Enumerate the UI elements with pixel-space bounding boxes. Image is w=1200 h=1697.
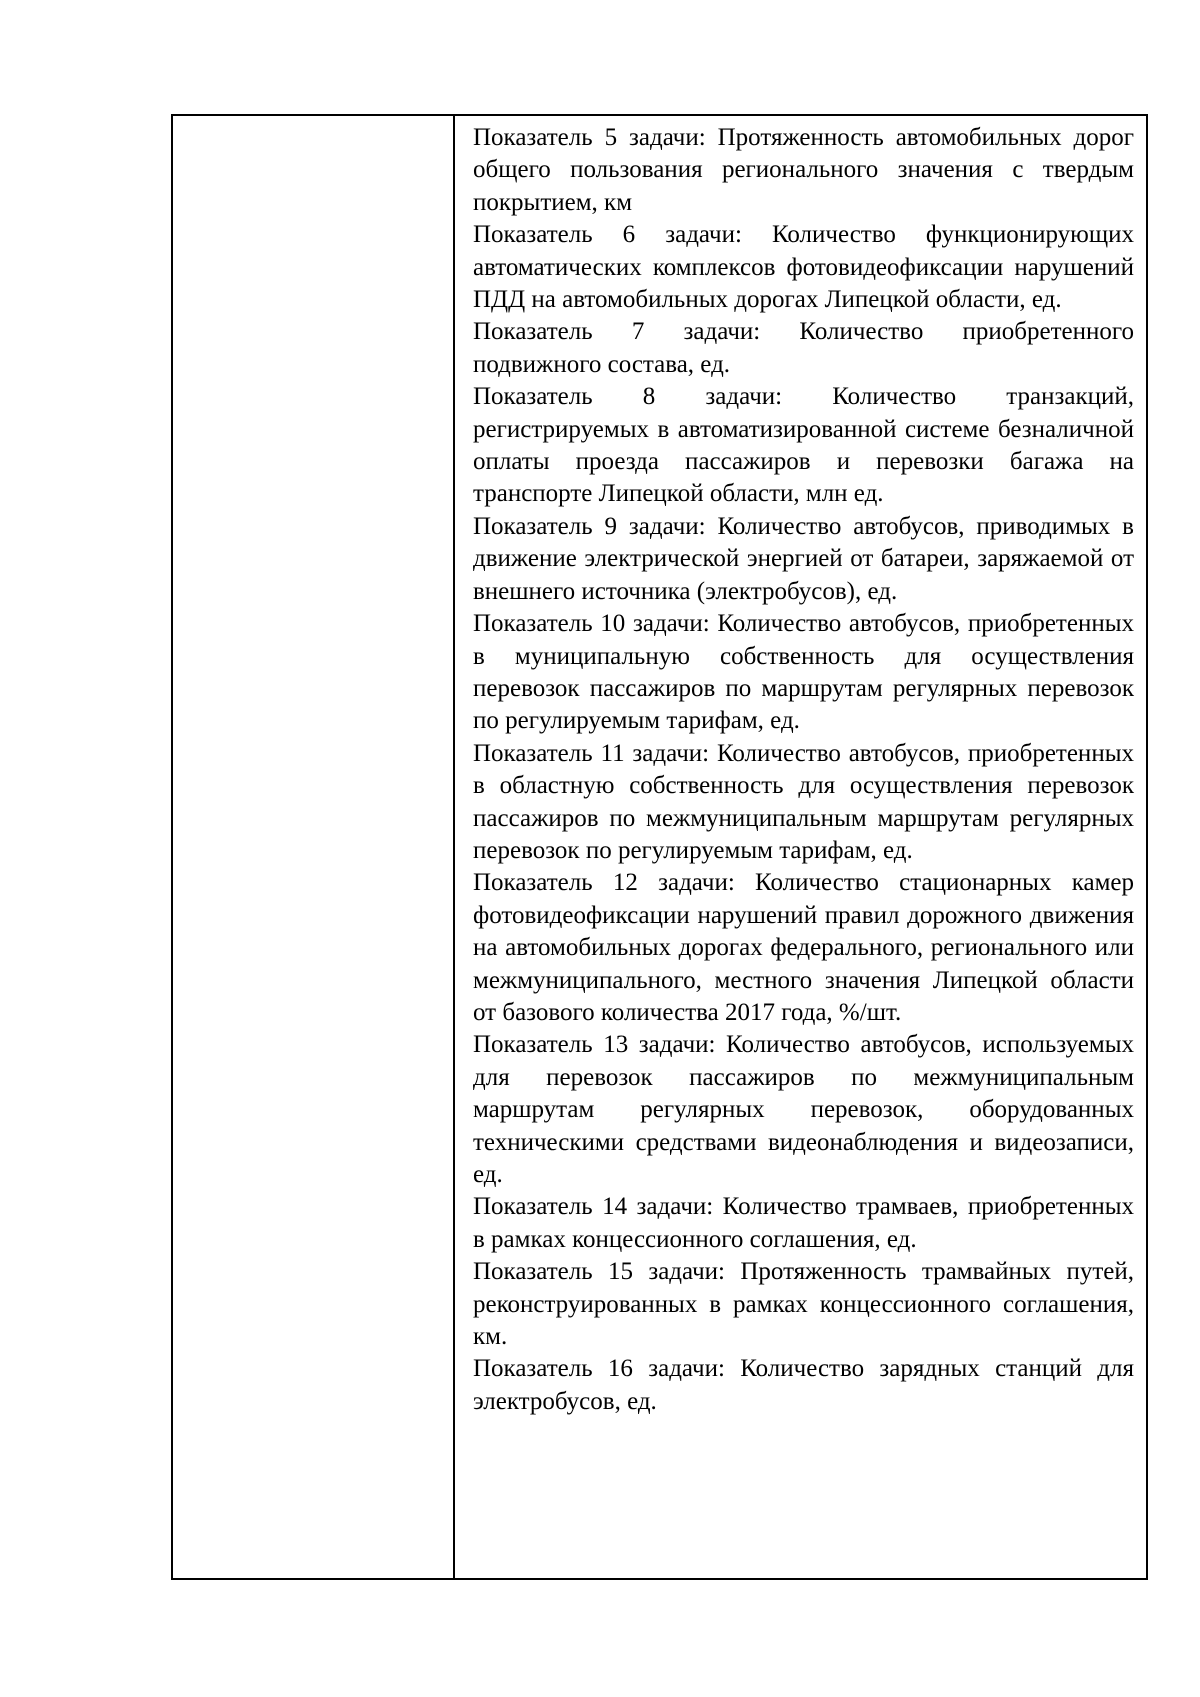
table-left-cell xyxy=(173,116,455,1578)
indicator-6: Показатель 6 задачи: Количество функционирующих автоматических комплексов фотовидеофиксации нарушений ПДД на автомобильных дорогах Липецкой области, ед. xyxy=(473,221,1134,314)
indicators-table xyxy=(171,114,1148,1580)
indicator-16: Показатель 16 задачи: Количество зарядных станций для электробусов, ед. xyxy=(473,1355,1134,1415)
indicator-10: Показатель 10 задачи: Количество автобусов, приобретенных в муниципальную собственность для осуществления перевозок пассажиров по маршрутам регулярных перевозок по регулируемым тарифам, ед. xyxy=(473,610,1134,735)
table-right-cell xyxy=(455,116,1146,1578)
indicator-15: Показатель 15 задачи: Протяженность трамвайных путей, реконструированных в рамках концессионного соглашения, км. xyxy=(473,1258,1134,1351)
indicator-8: Показатель 8 задачи: Количество транзакций, регистрируемых в автоматизированной системе безналичной оплаты проезда пассажиров и перевозки багажа на транспорте Липецкой области, млн ед. xyxy=(473,383,1134,508)
indicator-9: Показатель 9 задачи: Количество автобусов, приводимых в движение электрической энергией от батареи, заряжаемой от внешнего источника (электробусов), ед. xyxy=(473,512,1134,605)
indicator-14: Показатель 14 задачи: Количество трамваев, приобретенных в рамках концессионного соглашения, ед. xyxy=(473,1193,1134,1253)
indicator-13: Показатель 13 задачи: Количество автобусов, используемых для перевозок пассажиров по межмуниципальным маршрутам регулярных перевозок, оборудованных техническими средствами видеонаблюдения и видеозаписи, ед. xyxy=(473,1031,1134,1188)
indicator-7: Показатель 7 задачи: Количество приобретенного подвижного состава, ед. xyxy=(473,318,1134,378)
indicator-11: Показатель 11 задачи: Количество автобусов, приобретенных в областную собственность для осуществления перевозок пассажиров по межмуниципальным маршрутам регулярных перевозок по регулируемым тарифам, ед. xyxy=(473,739,1134,864)
indicator-5: Показатель 5 задачи: Протяженность автомобильных дорог общего пользования регионального значения с твердым покрытием, км xyxy=(473,124,1134,216)
indicator-12: Показатель 12 задачи: Количество стационарных камер фотовидеофиксации нарушений правил дорожного движения на автомобильных дорогах федерального, регионального или межмуниципального, местного значения Липецкой области от базового количества 2017 года, %/шт. xyxy=(473,869,1134,1026)
